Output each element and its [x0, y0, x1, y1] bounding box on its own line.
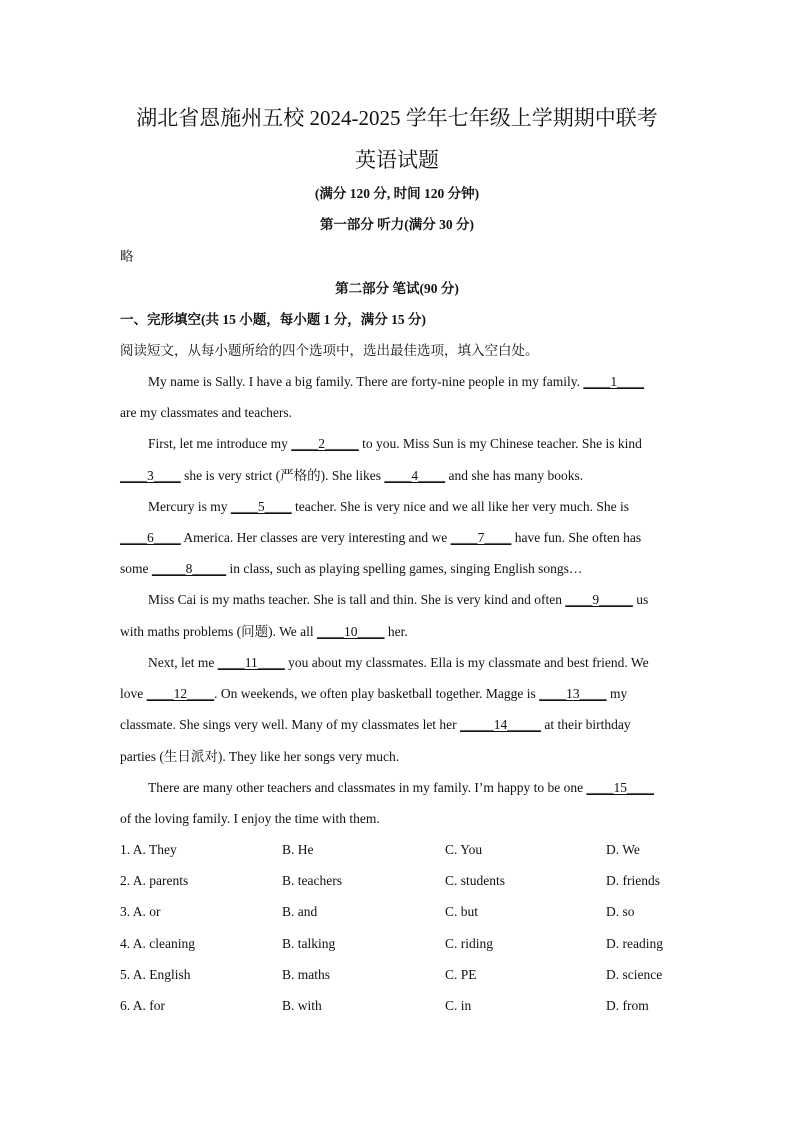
passage-line: are my classmates and teachers.	[120, 405, 293, 420]
passage-text: America. Her classes are very interesting and we	[180, 530, 451, 545]
passage-line: of the loving family. I enjoy the time with them.	[120, 811, 380, 826]
passage-text: you about my classmates. Ella is my classmate and best friend. We	[284, 655, 649, 670]
option-c: C. in	[445, 998, 472, 1013]
option-d: D. so	[606, 904, 635, 919]
passage-line	[120, 466, 680, 486]
passage-text: My name is Sally. I have a big family. There are forty-nine people in my family.	[148, 374, 584, 389]
page-title: 湖北省恩施州五校 2024-2025 学年七年级上学期期中联考	[136, 106, 658, 130]
passage-line	[120, 715, 680, 735]
blank-3: ____3____	[120, 468, 181, 483]
blank-10: ____10____	[317, 624, 385, 639]
passage-line	[120, 497, 708, 517]
passage-line	[120, 559, 680, 579]
option-row	[120, 840, 680, 860]
option-a: 3. A. or	[120, 904, 161, 919]
option-b: B. with	[282, 998, 322, 1013]
option-c: C. You	[445, 842, 483, 857]
blank-13: ____13____	[539, 686, 607, 701]
passage-text: classmate. She sings very well. Many of my classmates let her	[120, 717, 461, 732]
passage-text: . On weekends, we often play basketball together. Magge is	[214, 686, 540, 701]
blank-1: ____1____	[583, 374, 645, 389]
part1-heading: 第一部分 听力(满分 30 分)	[319, 217, 475, 232]
passage-line	[120, 372, 708, 392]
option-row	[120, 996, 680, 1016]
blank-11: ____11____	[217, 655, 285, 670]
section-title: 一、完形填空(共 15 小题，每小题 1 分，满分 15 分)	[120, 312, 426, 327]
passage-text: and she has many books.	[445, 468, 584, 483]
option-a: 5. A. English	[120, 967, 191, 982]
passage-text: she is very strict (严格的). She likes	[180, 468, 385, 483]
passage-text: First, let me introduce my	[148, 436, 292, 451]
option-a: 4. A. cleaning	[120, 936, 195, 951]
passage-text: Next, let me	[148, 655, 218, 670]
passage-text: in class, such as playing spelling games, singing English songs…	[226, 561, 583, 576]
blank-15: ____15____	[586, 780, 654, 795]
passage-line	[120, 434, 708, 454]
option-b: B. talking	[282, 936, 336, 951]
instruction: 阅读短文，从每小题所给的四个选项中，选出最佳选项，填入空白处。	[120, 343, 539, 358]
passage-line	[120, 528, 680, 548]
blank-5: ____5____	[230, 499, 292, 514]
option-row	[120, 965, 680, 985]
option-c: C. riding	[445, 936, 494, 951]
passage-text: have fun. She often has	[511, 530, 642, 545]
passage-line	[120, 684, 680, 704]
option-a: 2. A. parents	[120, 873, 189, 888]
blank-12: ____12____	[146, 686, 215, 701]
passage-text: Mercury is my	[148, 499, 231, 514]
option-d: D. science	[606, 967, 663, 982]
exam-meta: (满分 120 分, 时间 120 分钟)	[314, 186, 480, 201]
passage-text: my	[606, 686, 628, 701]
option-d: D. friends	[606, 873, 660, 888]
part1-note: 略	[120, 249, 134, 264]
passage-line	[120, 653, 708, 673]
option-row	[120, 902, 680, 922]
passage-text: teacher. She is very nice and we all like her very much. She is	[291, 499, 629, 514]
passage-line: parties (生日派对). They like her songs very much.	[120, 749, 400, 764]
option-d: D. reading	[606, 936, 663, 951]
passage-text: There are many other teachers and classmates in my family. I’m happy to be one	[148, 780, 587, 795]
blank-7: ____7____	[450, 530, 512, 545]
blank-9: ____9_____	[565, 592, 633, 607]
option-c: C. but	[445, 904, 479, 919]
passage-text: her.	[384, 624, 408, 639]
passage-text: some	[120, 561, 152, 576]
passage-text: us	[632, 592, 649, 607]
passage-line	[120, 778, 708, 798]
option-row	[120, 871, 680, 891]
passage-text: at their birthday	[541, 717, 631, 732]
option-b: B. maths	[282, 967, 331, 982]
passage-line	[120, 590, 708, 610]
passage-text: with maths problems (问题). We all	[120, 624, 318, 639]
option-a: 1. A. They	[120, 842, 177, 857]
passage-text: to you. Miss Sun is my Chinese teacher. She is kind	[358, 436, 642, 451]
blank-8: _____8_____	[151, 561, 227, 576]
page-subtitle: 英语试题	[355, 148, 439, 172]
option-b: B. teachers	[282, 873, 342, 888]
option-row	[120, 934, 680, 954]
option-a: 6. A. for	[120, 998, 165, 1013]
option-d: D. from	[606, 998, 649, 1013]
option-b: B. and	[282, 904, 318, 919]
option-c: C. students	[445, 873, 506, 888]
passage-text: Miss Cai is my maths teacher. She is tall and thin. She is very kind and often	[148, 592, 566, 607]
blank-4: ____4____	[384, 468, 446, 483]
option-d: D. We	[606, 842, 640, 857]
option-c: C. PE	[445, 967, 477, 982]
passage-text: love	[120, 686, 147, 701]
blank-14: _____14_____	[460, 717, 542, 732]
passage-line	[120, 622, 680, 642]
blank-2: ____2_____	[291, 436, 359, 451]
option-b: B. He	[282, 842, 314, 857]
part2-heading: 第二部分 笔试(90 分)	[335, 281, 459, 296]
blank-6: ____6____	[120, 530, 181, 545]
